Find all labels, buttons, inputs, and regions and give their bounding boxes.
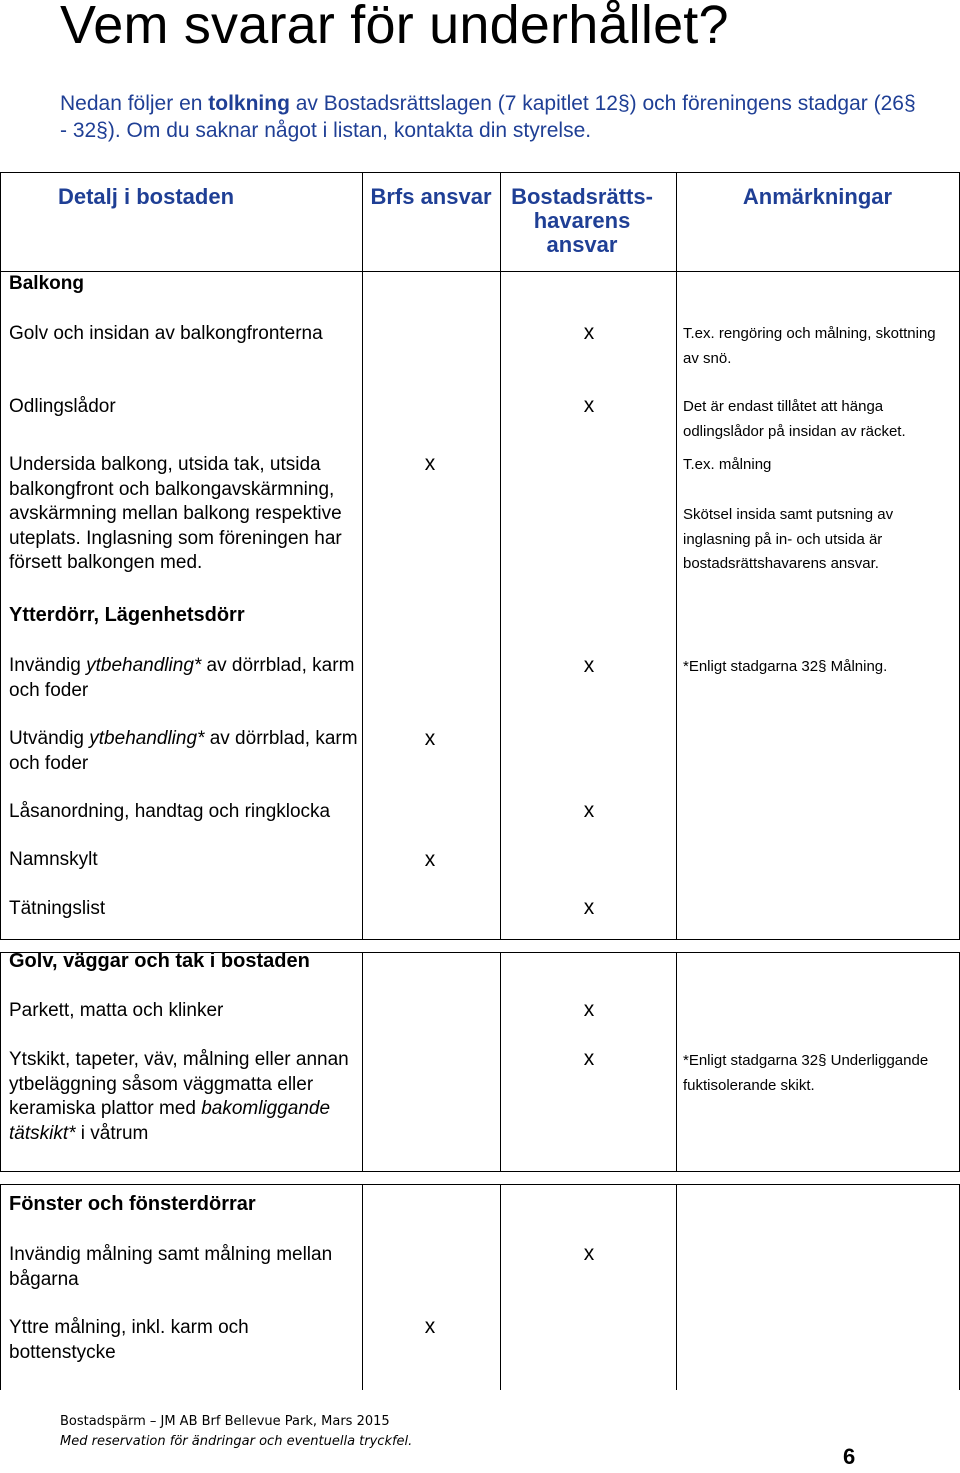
header-holder-line3: ansvar xyxy=(546,232,618,257)
page-number: 6 xyxy=(843,1444,856,1469)
section-divider xyxy=(0,939,960,940)
item-emphasis: ytbehandling* xyxy=(89,728,205,749)
intro-part-2: av Bostadsrättslagen (7 kapitlet 12§) och föreningens stadgar (26§ - 32§). Om du saknar något i listan, kontakta din styrelse. xyxy=(60,92,916,142)
item-odlingslador: Odlingslådor xyxy=(9,396,116,417)
page-title: Vem svarar för underhållet? xyxy=(60,0,729,55)
note-ytskikt: *Enligt stadgarna 32§ Underliggande fuktisolerande skikt. xyxy=(683,1052,929,1094)
brf-mark: x xyxy=(424,1315,436,1338)
section-divider xyxy=(0,1184,960,1185)
table-border-left xyxy=(0,172,1,1390)
section-gap xyxy=(0,1171,960,1184)
brf-mark: x xyxy=(424,848,436,871)
item-text: i våtrum xyxy=(75,1122,149,1144)
holder-mark: x xyxy=(583,998,595,1021)
holder-mark: x xyxy=(583,394,595,417)
item-text: Utvändig xyxy=(9,728,90,749)
item-invandig-ytbehandling xyxy=(9,654,359,703)
item-emphasis: ytbehandling* xyxy=(86,655,202,676)
item-ytskikt xyxy=(9,1048,359,1146)
section-balkong: Balkong xyxy=(9,273,84,294)
holder-mark: x xyxy=(583,1047,595,1070)
item-parkett: Parkett, matta och klinker xyxy=(9,1000,224,1021)
note-golv-insida: T.ex. rengöring och målning, skottning av snö. xyxy=(683,325,936,367)
note-undersida-2: Skötsel insida samt putsning av inglasning på in- och utsida är bostadsrättshavarens ansvar. xyxy=(683,506,894,572)
item-fonster-yttre: Yttre målning, inkl. karm och bottenstycke xyxy=(9,1317,249,1363)
footer xyxy=(60,1412,412,1452)
item-text: av dörrblad, karm och foder xyxy=(9,728,358,774)
header-brf: Brfs ansvar xyxy=(370,184,492,209)
intro-bold: tolkning xyxy=(208,92,290,115)
item-fonster-invandig: Invändig målning samt målning mellan bågarna xyxy=(9,1244,333,1290)
header-detail: Detalj i bostaden xyxy=(57,184,235,209)
table-border-col2 xyxy=(500,172,501,1390)
section-fonster: Fönster och fönsterdörrar xyxy=(9,1193,256,1215)
header-holder xyxy=(500,185,664,257)
holder-mark: x xyxy=(583,321,595,344)
header-divider xyxy=(0,271,960,272)
table-border-col3 xyxy=(676,172,677,1390)
section-golv: Golv, väggar och tak i bostaden xyxy=(9,950,310,972)
item-text: Ytskikt, tapeter, väv, målning eller annan ytbeläggning såsom väggmatta eller keramiska plattor med xyxy=(9,1049,349,1119)
item-namnskylt: Namnskylt xyxy=(9,849,98,870)
header-holder-line2: havarens xyxy=(533,208,631,233)
section-dorr: Ytterdörr, Lägenhetsdörr xyxy=(9,604,245,626)
holder-mark: x xyxy=(583,1242,595,1265)
section-divider xyxy=(0,1171,960,1172)
footer-line2: Med reservation för ändringar och eventuella tryckfel. xyxy=(60,1434,413,1449)
item-golv-insida: Golv och insidan av balkongfronterna xyxy=(9,323,323,344)
intro-part-1: Nedan följer en xyxy=(60,92,209,115)
item-tatningslist: Tätningslist xyxy=(9,898,106,919)
header-notes: Anmärkningar xyxy=(742,184,893,209)
brf-mark: x xyxy=(424,727,436,750)
holder-mark: x xyxy=(583,654,595,677)
item-undersida: Undersida balkong, utsida tak, utsida balkongfront och balkongavskärmning, avskärmning mellan balkong respektive uteplats. Inglasning som föreningen har försett balkongen med. xyxy=(9,454,342,573)
item-text: Invändig xyxy=(9,655,87,676)
item-text: av dörrblad, karm och foder xyxy=(9,655,355,701)
brf-mark: x xyxy=(424,452,436,475)
holder-mark: x xyxy=(583,799,595,822)
item-emphasis: bakomliggande tätskikt* xyxy=(9,1098,331,1144)
holder-mark: x xyxy=(583,896,595,919)
item-lasanordning: Låsanordning, handtag och ringklocka xyxy=(9,801,331,822)
note-undersida-1: T.ex. målning xyxy=(683,456,772,473)
intro-text xyxy=(60,90,920,144)
note-invandig: *Enligt stadgarna 32§ Målning. xyxy=(683,658,888,675)
table-border-col1 xyxy=(362,172,363,1390)
header-holder-line1: Bostadsrätts- xyxy=(511,184,653,209)
table-border-top xyxy=(0,172,960,173)
item-utvandig-ytbehandling xyxy=(9,727,359,776)
note-odlingslador: Det är endast tillåtet att hänga odlingslådor på insidan av räcket. xyxy=(683,398,906,440)
footer-line1: Bostadspärm – JM AB Brf Bellevue Park, Mars 2015 xyxy=(60,1414,390,1429)
